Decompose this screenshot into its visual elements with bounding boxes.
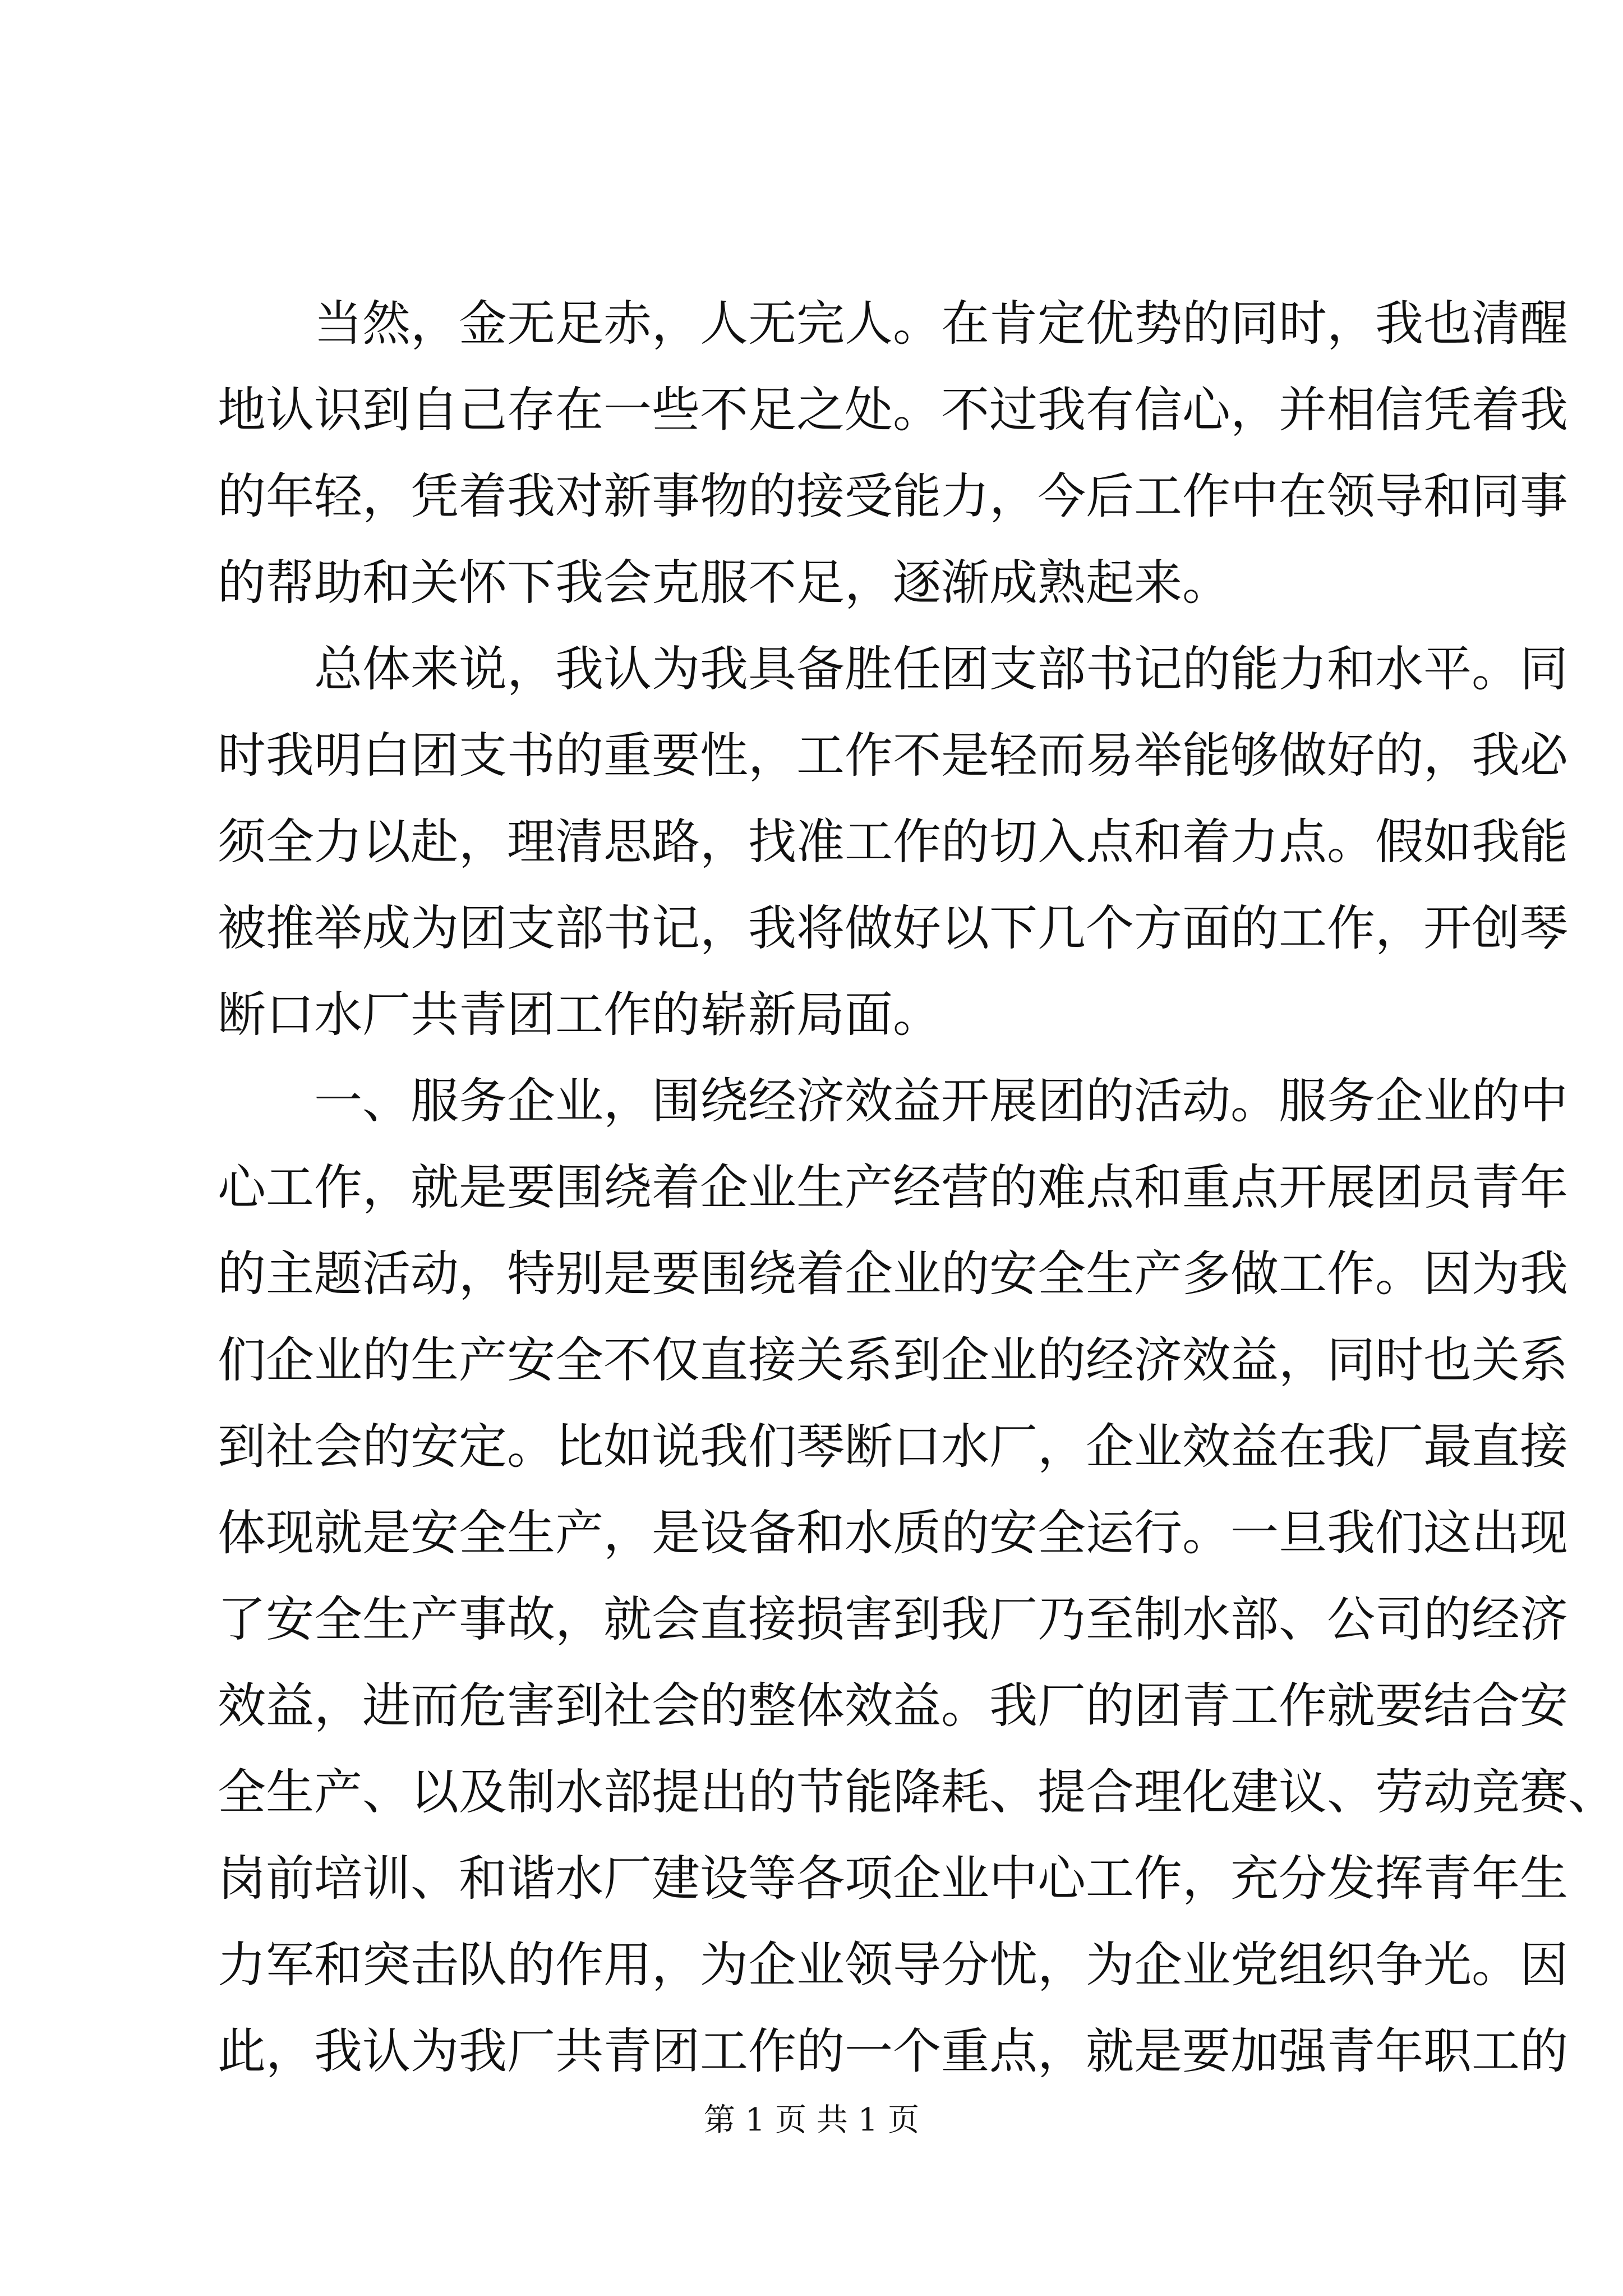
- paragraph: [218, 626, 1568, 1058]
- text-line: 的帮助和关怀下我会克服不足，逐渐成熟起来。: [218, 555, 1230, 611]
- paragraph: [218, 280, 1568, 626]
- text-line: 效益，进而危害到社会的整体效益。我厂的团青工作就要结合安: [218, 1678, 1568, 1734]
- paragraph: [218, 1058, 1616, 2095]
- text-line: 此，我认为我厂共青团工作的一个重点，就是要加强青年职工的: [218, 2023, 1568, 2079]
- text-line: 时我明白团支书的重要性，工作不是轻而易举能够做好的，我必: [218, 728, 1568, 784]
- text-line: 们企业的生产安全不仅直接关系到企业的经济效益，同时也关系: [218, 1332, 1568, 1388]
- text-line: 总体来说，我认为我具备胜任团支部书记的能力和水平。同: [218, 641, 1568, 697]
- text-line: 心工作，就是要围绕着企业生产经营的难点和重点开展团员青年: [218, 1159, 1568, 1216]
- text-line: 须全力以赴，理清思路，找准工作的切入点和着力点。假如我能: [218, 814, 1568, 870]
- text-line: 了安全生产事故，就会直接损害到我厂乃至制水部、公司的经济: [218, 1591, 1568, 1648]
- text-line: 体现就是安全生产，是设备和水质的安全运行。一旦我们这出现: [218, 1505, 1568, 1561]
- text-line: 的年轻，凭着我对新事物的接受能力，今后工作中在领导和同事: [218, 468, 1568, 524]
- text-line: 力军和突击队的作用，为企业领导分忧，为企业党组织争光。因: [218, 1937, 1568, 1993]
- text-line: 断口水厂共青团工作的崭新局面。: [218, 987, 941, 1043]
- text-line: 当然，金无足赤，人无完人。在肯定优势的同时，我也清醒: [218, 296, 1568, 352]
- document-body: [218, 280, 1616, 2095]
- text-line: 岗前培训、和谐水厂建设等各项企业中心工作，充分发挥青年生: [218, 1851, 1568, 1907]
- text-line: 全生产、以及制水部提出的节能降耗、提合理化建议、劳动竞赛、: [218, 1764, 1616, 1820]
- text-line: 一、服务企业，围绕经济效益开展团的活动。服务企业的中: [218, 1073, 1568, 1129]
- page-number-footer: 第 1 页 共 1 页: [703, 2102, 920, 2138]
- text-line: 被推举成为团支部书记，我将做好以下几个方面的工作，开创琴: [218, 900, 1568, 956]
- text-line: 的主题活动，特别是要围绕着企业的安全生产多做工作。因为我: [218, 1246, 1568, 1302]
- text-line: 到社会的安定。比如说我们琴断口水厂，企业效益在我厂最直接: [218, 1419, 1568, 1475]
- text-line: 地认识到自己存在一些不足之处。不过我有信心，并相信凭着我: [218, 382, 1568, 438]
